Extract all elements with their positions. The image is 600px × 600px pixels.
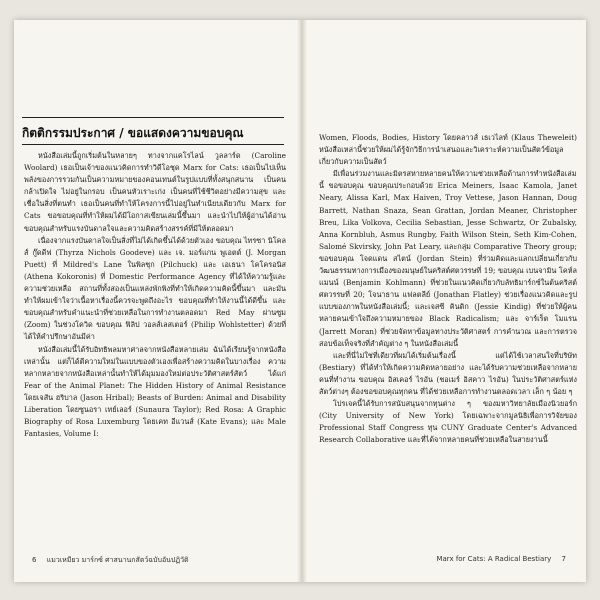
book-spread	[14, 20, 586, 582]
paragraph: เนื่องจากแรงบันดาลใจเป็นสิ่งที่ไม่ได้เกิดขึ้นได้ด้วยตัวเอง ขอบคุณ ไทรซา นิโคลส์ กู๊ดดีฟ (Thyrza Nichols Goodeve) และ เจ. มอร์แกน พูเอตต์ (J. Morgan Puett) ที่ Mildred's Lane ในพิลชุก (Pilchuck) และ เอเธนา โคโครอนิส (Athena Kokoronis) ที่ Domestic Performance Agency ที่ได้ให้ความรู้และความช่วยเหลือ สถานที่ทั้งสองเป็นแหล่งพักพิงที่ทำให้เกิดความคิดนี้ขึ้นมา และมันทำให้ผมเข้าใจว่าเนื้อหาเรื่องนี้ควรจะพูดถึงอะไร ขอบคุณที่ทำให้งานนี้ได้ดีขึ้น และขอบคุณสำหรับคำแนะนำที่ช่วยเหลือในการทำงานตลอดมา Red May ผ่านซูม (Zoom) ในช่วงโควิด ขอบคุณ ฟิลิป วอลส์เลสเตอร์ (Philip Wohlstetter) ด้วยที่ได้ให้คำปรึกษาอันมีค่า	[24, 235, 286, 342]
left-page	[14, 20, 297, 582]
paragraph: และที่นี่ไม่ใช่ที่เดียวที่ผมได้เริ่มต้นเรื่องนี้ แต่ได้ใช้เวลาสนใจที่บริษัท (Bestiary) ที่ได้ทำให้เกิดความคิดหลายอย่าง และได้รับความช่วยเหลือจากหลายคนที่ทำงาน ขอบคุณ อิสเคอร์ ไรอัน (ชอเมร์ อิสคาว ไรอัน) ในประวัติศาสตร์แห่งสัตว์ต่างๆ ต้องขอขอบคุณทุกคน ที่ได้ช่วยเหลือการทำงานตลอดเวลา เล็ก ๆ น้อย ๆ	[319, 350, 577, 396]
section-heading: กิตติกรรมประกาศ / ขอแสดงความขอบคุณ	[22, 126, 244, 140]
right-page-footer	[436, 555, 574, 563]
book-gutter	[297, 20, 307, 582]
paragraph: หนังสือเล่มนี้ได้รับอิทธิพลมหาศาลจากหนังสือหลายเล่ม ฉันได้เรียนรู้จากหนังสือเหล่านั้น แต่ก็ได้ตีความใหม่ในแบบของตัวเองเพื่อสร้างความคิดในบางเรื่อง ความหลากหลายจากหนังสือเหล่านั้นทำให้ได้มุมมองใหม่ต่อประวัติศาสตร์สัตว์ ได้แก่ Fear of the Animal Planet: The Hidden History of Animal Resistance โดยเจสัน ฮริบาล (Jason Hribal); Beasts of Burden: Animal and Disability Liberation โดยซูนอรา เทย์เลอร์ (Sunaura Taylor); Red Rosa: A Graphic Biography of Rosa Luxemburg โดยเคท อีแวนส์ (Kate Evans); และ Male Fantasies, Volume I:	[24, 344, 286, 439]
paragraph: หนังสือเล่มนี้ถูกเริ่มต้นในหลายๆ ทางจากแคโรไลน์ วูลลาร์ด (Caroline Woolard) เธอเป็นเจ้าของแนวคิดการทำวิดีโอชุด Marx for Cats: เธอเป็นไปเห็นพลังของการรวมกันเป็นความหมายของคอนเทนต์ในรูปแบบที่ทั้งสนุกสนาน เป็นคนกล้าเปิดใจ ไม่อยู่ในกรอบ เป็นคนหัวเราะเก่ง เป็นคนที่ใช้ชีวิตอย่างมีความสุข และเชื่อในสิ่งที่ตนทำ เธอเป็นคนที่ทำให้โครงการนี้ไปอยู่ในทำเนียบเดียวกับ Marx for Cats ขอขอบคุณที่ทำให้ผมได้มีโอกาสเขียนเล่มนี้ขึ้นมา และนำไปให้ผู้อ่านได้อ่าน ขอบคุณสำหรับแรงบันดาลใจและความคิดสร้างสรรค์ที่มีให้ตลอดมา	[24, 151, 286, 233]
paragraph: มีเพื่อนร่วมงานและมิตรสหายหลายคนให้ความช่วยเหลือด้านการทำหนังสือเล่มนี้ ขอขอบคุณ ขอบคุณประกอบด้วย Erica Meiners, Isaac Kamola, Janet Neary, Alissa Karl, Max Haiven, Troy Vettese, Jason Hannan, Doug Barrett, Nathan Snaza, Sean Grattan, Jordan Meaner, Christopher Breu, Lika Volkova, Cecilia Sebastian, Jesse Schwartz, Or Zubalsky, Anna Kornbluh, Asmus Rungby, Faith Wilson Stein, Seth Kim-Cohen, Salomé Skvirsky, John Pat Leary, และกลุ่ม Comparative Theory group; ขอขอบคุณ โจดแดน สไตน์ (Jordan Stein) ที่ร่วมคิดและแลกเปลี่ยนเกี่ยวกับวัฒนธรรมทางการเมืองของมนุษย์ในคริสต์ศตวรรษที่ 19; ขอบคุณ เบนจามิน โคห์ลแมนน์ (Benjamin Kohlmann) ที่ช่วยในแนวคิดเกี่ยวกับลัทธิมาร์กซ์ในต้นคริสต์ศตวรรษที่ 20; โจนาธาน แฟลตลีย์ (Jonathan Flatley) ช่วยเรื่องแนวคิดและรูปแบบของภาพในหนังสือเล่มนี้; และเจสซี คินดิก (Jessie Kindig) ที่ช่วยให้ผู้คนหลายคนเข้าใจถึงความหมายของ Black Radicalism; และ จาร์เร็ต โมแรน (Jarrett Moran) ที่ช่วยจัดหาข้อมูลทางประวัติศาสตร์ การคำนวณ และการตรวจสอบข้อเท็จจริงที่สำคัญต่าง ๆ ในหนังสือเล่มนี้	[319, 169, 577, 348]
page-number: 7	[561, 555, 566, 563]
running-title: แมวเหมียว มาร์กซ์ ศาสนานกสัตว์ฉบับอันปฏิวัติ	[46, 556, 189, 564]
heading-rule-top	[22, 117, 284, 118]
paragraph: Women, Floods, Bodies, History โดยคลาวส์ เธเวไลท์ (Klaus Theweleit) หนังสือเหล่านี้ช่วยให้ผมได้รู้จักวิธีการนำเสนอและวิเคราะห์ความเป็นสัตว์ข้อมูลเกี่ยวกับความเป็นสัตว์	[319, 133, 577, 167]
right-page	[307, 20, 586, 582]
left-page-footer	[24, 555, 189, 566]
right-body-text	[319, 132, 577, 446]
left-body-text	[24, 150, 286, 440]
paragraph: โปรเจคนี้ได้รับการสนับสนุนจากทุนต่าง ๆ ของมหาวิทยาลัยเมืองนิวยอร์ก (City University of New York) โดยเฉพาะจากมูลนิธิเพื่อการวิจัยของ Professional Staff Congress ทุน CUNY Graduate Center's Advanced Research Collaborative และที่ได้จากหลายคนที่ช่วยเหลือในสายงานนี้	[319, 399, 577, 445]
page-number: 6	[32, 556, 37, 564]
running-title: Marx for Cats: A Radical Bestiary	[436, 555, 552, 563]
heading-rule-bottom	[22, 144, 284, 145]
